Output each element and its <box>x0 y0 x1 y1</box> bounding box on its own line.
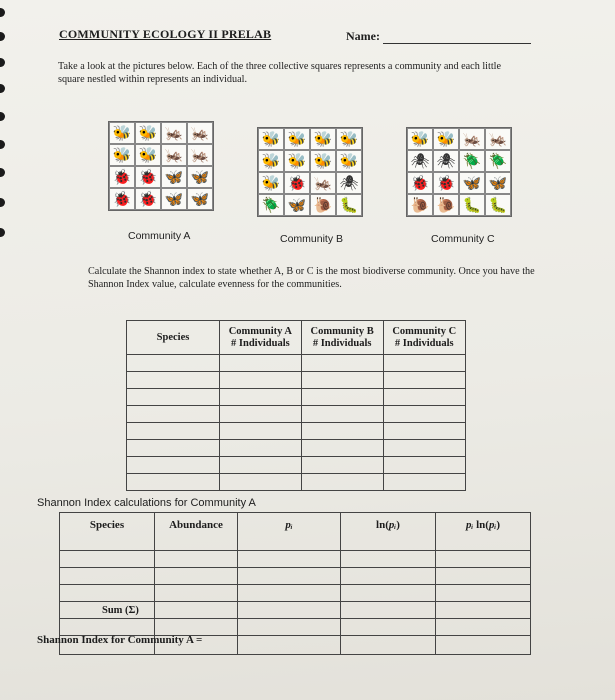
binder-hole <box>0 228 5 237</box>
table-cell[interactable] <box>60 585 155 602</box>
name-field-line[interactable] <box>383 43 531 44</box>
organism-icon: 🐝 <box>310 150 336 172</box>
organism-icon: 🐝 <box>433 128 459 150</box>
table-row <box>127 423 466 440</box>
table-cell[interactable] <box>127 372 220 389</box>
organism-icon: 🐝 <box>135 122 161 144</box>
table-cell[interactable] <box>155 585 238 602</box>
organism-icon: 🦋 <box>161 166 187 188</box>
organism-icon: 🐌 <box>310 194 336 216</box>
organism-icon: 🦗 <box>161 122 187 144</box>
table-header-row <box>60 513 531 551</box>
calculation-instructions: Calculate the Shannon index to state whether A, B or C is the most biodiverse community. Once you have the Shannon Index value, calculate evenness for the communities. <box>88 266 535 290</box>
organism-icon: 🐛 <box>485 194 511 216</box>
community-a-label: Community A <box>128 230 191 242</box>
table-cell[interactable] <box>436 619 531 636</box>
organism-icon: 🐝 <box>109 144 135 166</box>
organism-icon: 🦋 <box>485 172 511 194</box>
organism-icon: 🦗 <box>310 172 336 194</box>
organism-icon: 🦋 <box>187 166 213 188</box>
table-cell[interactable] <box>301 474 383 491</box>
table-cell[interactable] <box>301 457 383 474</box>
table-cell[interactable] <box>220 457 302 474</box>
table-cell[interactable] <box>238 619 341 636</box>
organism-icon: 🦋 <box>459 172 485 194</box>
table-row <box>127 474 466 491</box>
table-cell[interactable] <box>383 440 465 457</box>
table-cell[interactable] <box>341 585 436 602</box>
table-row <box>127 389 466 406</box>
organism-icon: 🦗 <box>187 144 213 166</box>
table-cell[interactable] <box>301 389 383 406</box>
organism-icon: 🐞 <box>135 188 161 210</box>
table-row <box>60 568 531 585</box>
table-cell[interactable] <box>238 602 341 619</box>
table-cell[interactable] <box>341 551 436 568</box>
organism-icon: 🐝 <box>258 172 284 194</box>
organism-icon: 🕷 <box>336 172 362 194</box>
page-title: COMMUNITY ECOLOGY II PRELAB <box>59 27 272 41</box>
binder-hole <box>0 112 5 121</box>
organism-icon: 🐝 <box>109 122 135 144</box>
table-cell[interactable] <box>220 355 302 372</box>
table-cell[interactable] <box>301 423 383 440</box>
pi-ln-pi-column-header: pᵢ ln(pᵢ) <box>436 513 531 551</box>
table-cell[interactable] <box>301 355 383 372</box>
organism-icon: 🪲 <box>459 150 485 172</box>
community-c-grid <box>406 127 512 217</box>
table-cell[interactable] <box>155 551 238 568</box>
binder-hole <box>0 168 5 177</box>
community-a-column-header: Community A # Individuals <box>220 321 302 355</box>
table-cell[interactable] <box>127 389 220 406</box>
table-cell[interactable] <box>127 474 220 491</box>
table-cell[interactable] <box>155 619 238 636</box>
table-cell[interactable] <box>220 372 302 389</box>
table-cell[interactable] <box>383 423 465 440</box>
table-header-row <box>127 321 466 355</box>
table-cell[interactable] <box>383 406 465 423</box>
name-label: Name: <box>346 29 380 43</box>
organism-icon: 🐝 <box>258 128 284 150</box>
organism-icon: 🦋 <box>161 188 187 210</box>
table-cell[interactable] <box>220 406 302 423</box>
organism-icon: 🐞 <box>109 188 135 210</box>
species-column-header: Species <box>60 513 155 551</box>
table-cell[interactable] <box>436 585 531 602</box>
ln-pi-column-header: ln(pᵢ) <box>341 513 436 551</box>
table-row <box>60 551 531 568</box>
table-cell[interactable] <box>383 372 465 389</box>
species-column-header: Species <box>127 321 220 355</box>
table-cell[interactable] <box>436 551 531 568</box>
table-cell[interactable] <box>155 602 238 619</box>
organism-icon: 🐝 <box>336 128 362 150</box>
organism-icon: 🦋 <box>284 194 310 216</box>
table-cell[interactable] <box>127 406 220 423</box>
table-row <box>127 372 466 389</box>
organism-icon: 🐞 <box>284 172 310 194</box>
table-cell[interactable] <box>238 636 341 655</box>
shannon-index-result-label: Shannon Index for Community A = <box>37 634 203 646</box>
table-cell[interactable] <box>220 423 302 440</box>
table-cell[interactable] <box>383 389 465 406</box>
table-cell[interactable] <box>127 355 220 372</box>
table-cell[interactable] <box>220 440 302 457</box>
organism-icon: 🐝 <box>135 144 161 166</box>
table-cell[interactable] <box>220 389 302 406</box>
table-cell[interactable] <box>436 602 531 619</box>
organism-icon: 🐌 <box>407 194 433 216</box>
table-row <box>127 406 466 423</box>
table-row <box>127 457 466 474</box>
table-cell[interactable] <box>301 372 383 389</box>
table-cell[interactable] <box>341 619 436 636</box>
table-cell[interactable] <box>341 602 436 619</box>
table-cell[interactable] <box>60 551 155 568</box>
table-cell[interactable] <box>238 551 341 568</box>
table-cell[interactable] <box>301 406 383 423</box>
organism-icon: 🦗 <box>485 128 511 150</box>
table-row <box>60 585 531 602</box>
organism-icon: 🐝 <box>310 128 336 150</box>
table-cell[interactable] <box>60 619 155 636</box>
abundance-column-header: Abundance <box>155 513 238 551</box>
organism-icon: 🐞 <box>433 172 459 194</box>
community-b-grid <box>257 127 363 217</box>
table-row <box>60 619 531 636</box>
organism-icon: 🦗 <box>459 128 485 150</box>
organism-icon: 🐝 <box>407 128 433 150</box>
organism-icon: 🐌 <box>433 194 459 216</box>
table-cell[interactable] <box>60 568 155 585</box>
binder-hole <box>0 58 5 67</box>
table-cell[interactable] <box>341 636 436 655</box>
organism-icon: 🦗 <box>161 144 187 166</box>
binder-hole <box>0 198 5 207</box>
organism-icon: 🕷 <box>407 150 433 172</box>
organism-icon: 🦋 <box>187 188 213 210</box>
organism-icon: 🐝 <box>336 150 362 172</box>
community-c-column-header: Community C # Individuals <box>383 321 465 355</box>
table-cell[interactable] <box>127 457 220 474</box>
table-cell[interactable] <box>301 440 383 457</box>
pi-column-header: pᵢ <box>238 513 341 551</box>
table-row <box>127 355 466 372</box>
table-cell[interactable] <box>383 457 465 474</box>
organism-icon: 🐝 <box>284 128 310 150</box>
organism-icon: 🦗 <box>187 122 213 144</box>
organism-icon: 🐞 <box>109 166 135 188</box>
organism-icon: 🐝 <box>258 150 284 172</box>
organism-icon: 🐞 <box>407 172 433 194</box>
table-cell[interactable] <box>341 568 436 585</box>
organism-icon: 🐛 <box>459 194 485 216</box>
organism-icon: 🪲 <box>485 150 511 172</box>
table-cell[interactable] <box>238 585 341 602</box>
organism-icon: 🐞 <box>135 166 161 188</box>
table-row <box>127 440 466 457</box>
shannon-calculation-title: Shannon Index calculations for Community A <box>37 497 256 509</box>
binder-hole <box>0 32 5 41</box>
table-cell[interactable] <box>127 423 220 440</box>
community-c-label: Community C <box>431 233 495 245</box>
community-a-grid <box>108 121 214 211</box>
organism-icon: 🕷 <box>433 150 459 172</box>
table-cell[interactable] <box>383 355 465 372</box>
table-cell[interactable] <box>436 568 531 585</box>
sum-label: Sum (Σ) <box>102 605 139 616</box>
binder-holes <box>0 0 10 700</box>
table-cell[interactable] <box>155 568 238 585</box>
binder-hole <box>0 140 5 149</box>
binder-hole <box>0 8 5 17</box>
instructions-text: Take a look at the pictures below. Each of the three collective squares represents a community and each little square nestled within represents an individual. <box>58 61 502 85</box>
binder-hole <box>0 84 5 93</box>
community-b-column-header: Community B # Individuals <box>301 321 383 355</box>
organism-icon: 🐛 <box>336 194 362 216</box>
community-b-label: Community B <box>280 233 344 245</box>
table-cell[interactable] <box>127 440 220 457</box>
organism-icon: 🪲 <box>258 194 284 216</box>
organism-icon: 🐝 <box>284 150 310 172</box>
table-cell[interactable] <box>238 568 341 585</box>
table-cell[interactable] <box>383 474 465 491</box>
table-cell[interactable] <box>436 636 531 655</box>
species-count-table <box>126 320 466 491</box>
table-cell[interactable] <box>220 474 302 491</box>
